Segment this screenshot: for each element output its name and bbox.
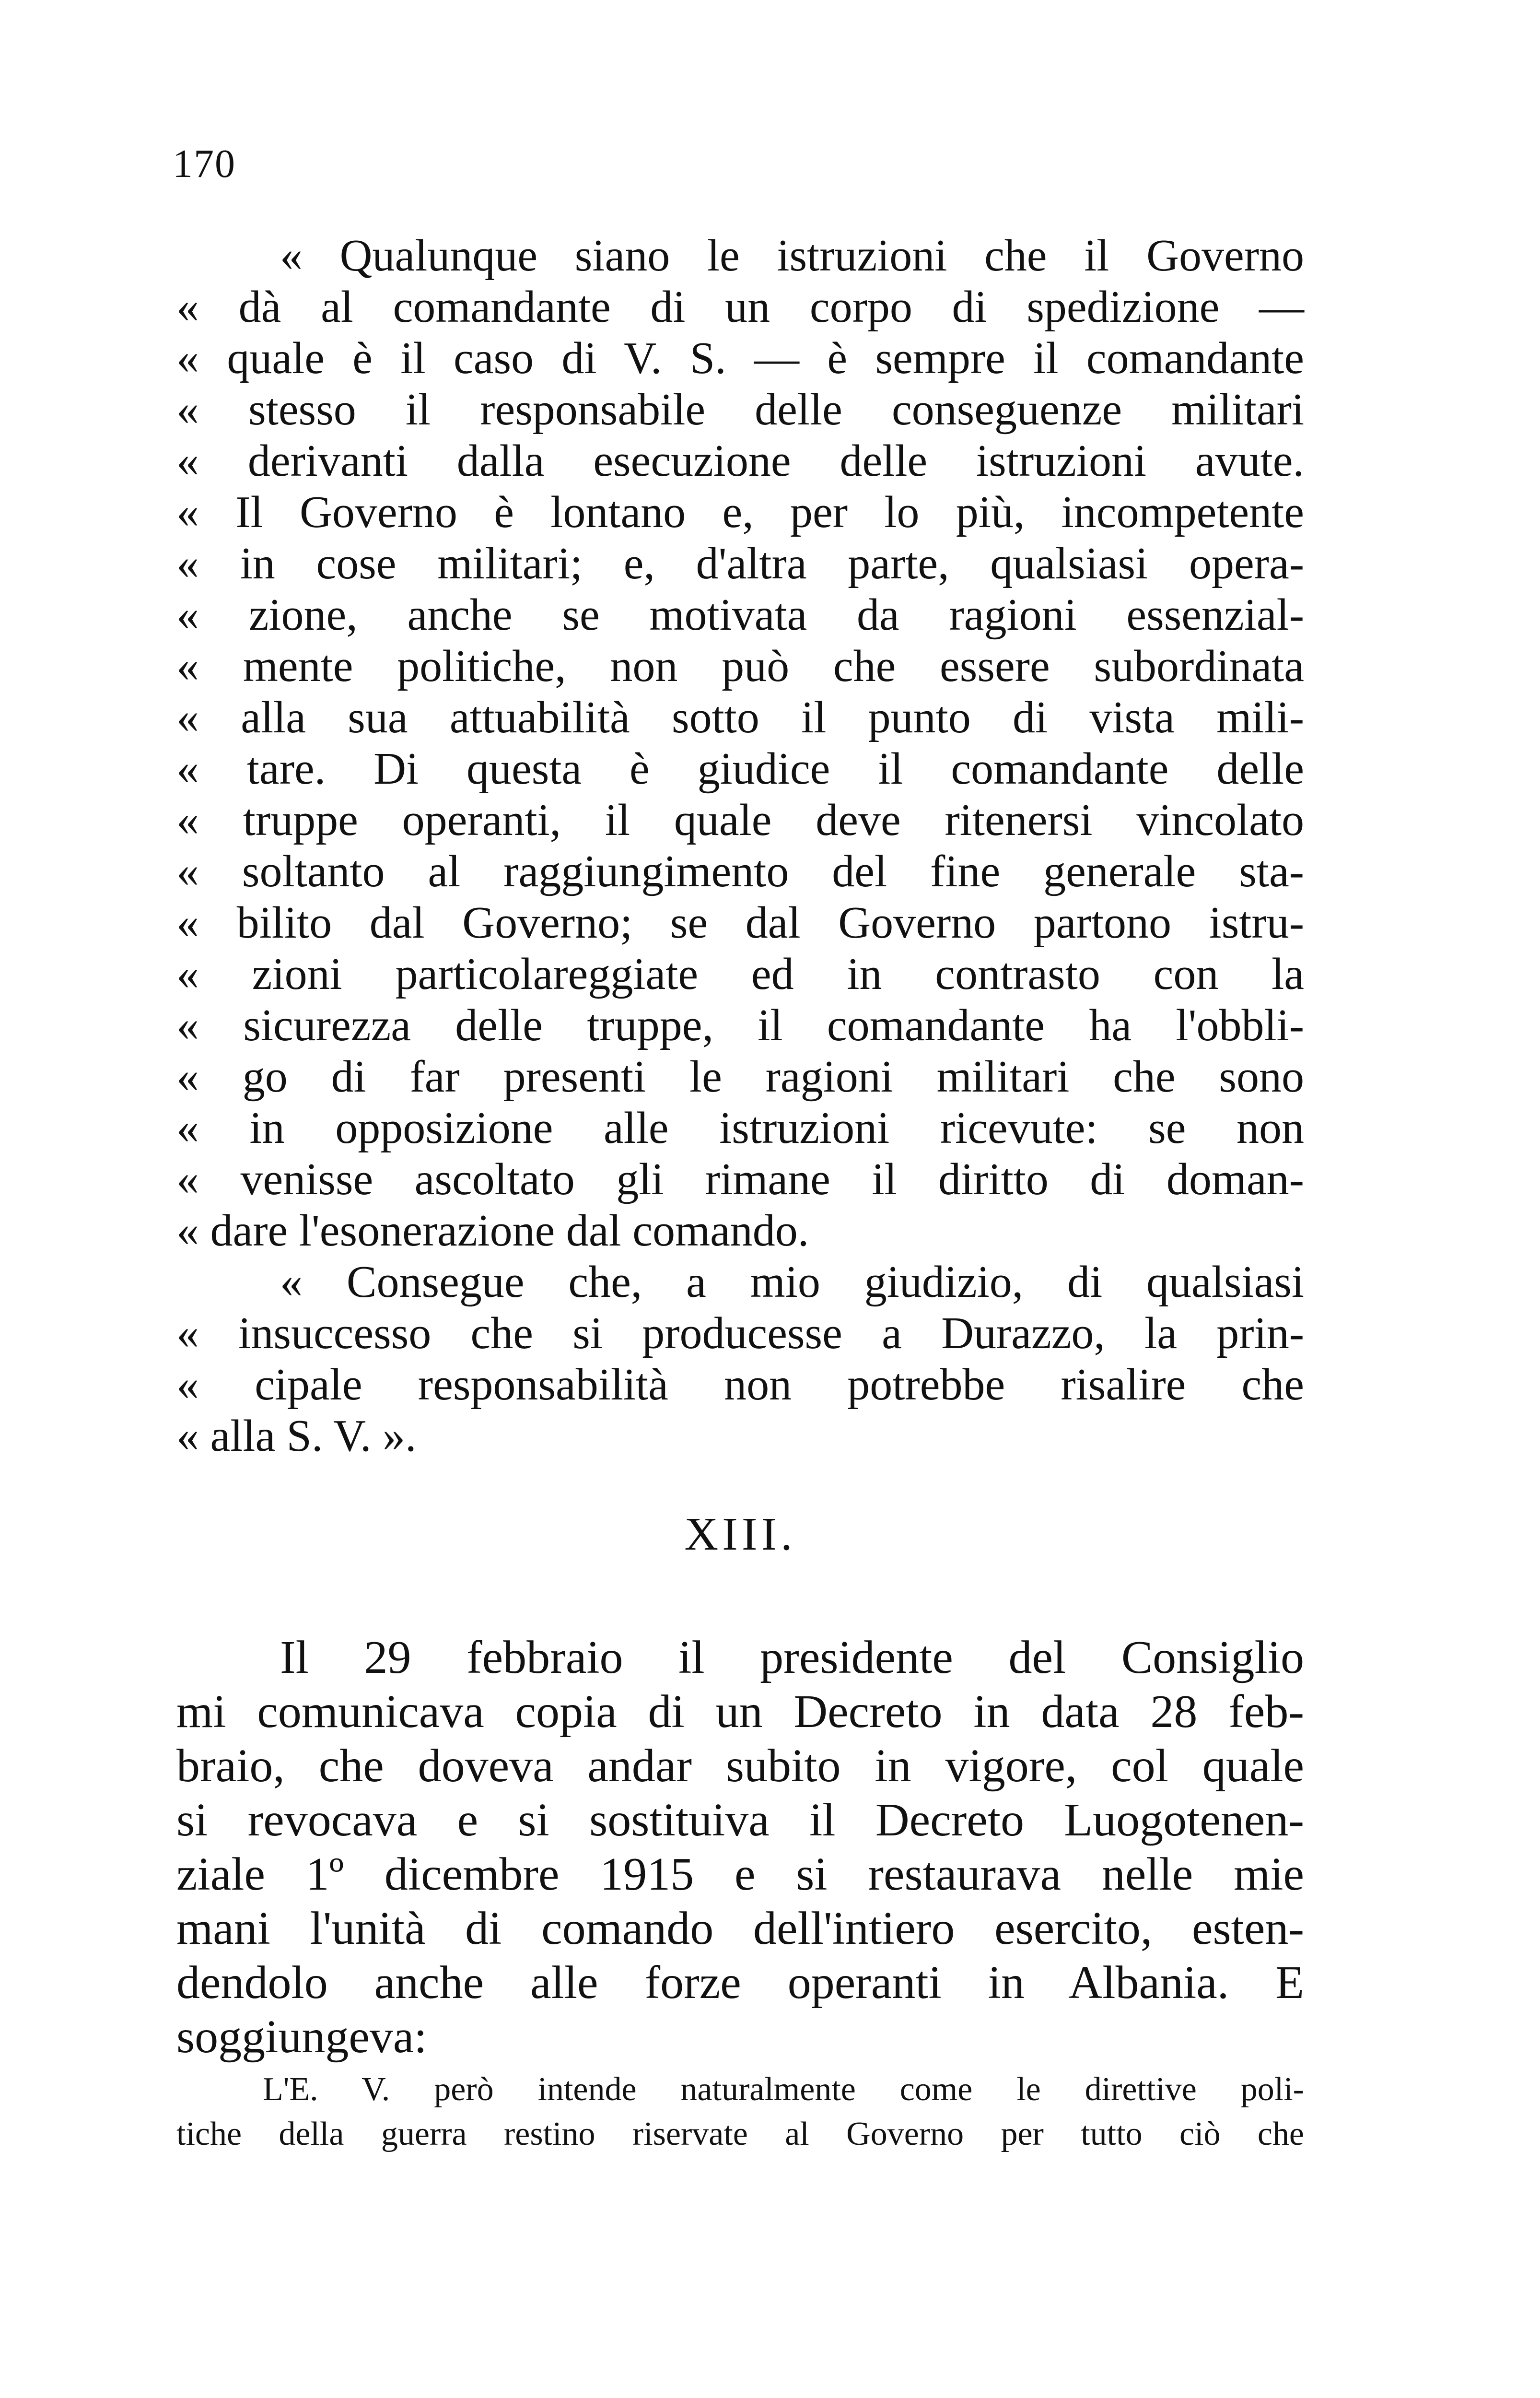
text-line: « sicurezza delle truppe, il comandante ha l'obbli- xyxy=(176,1000,1304,1050)
text-line: si revocava e si sostituiva il Decreto Luogotenen- xyxy=(176,1794,1304,1846)
quoted-decree-excerpt xyxy=(176,2067,1304,2156)
text-line: « dare l'esonerazione dal comando. xyxy=(176,1206,809,1256)
text-line: « in cose militari; e, d'altra parte, qualsiasi opera- xyxy=(176,539,1304,588)
text-line: Il 29 febbraio il presidente del Consiglio xyxy=(280,1632,1304,1683)
text-line: « soltanto al raggiungimento del fine generale sta- xyxy=(176,846,1304,896)
text-line: « truppe operanti, il quale deve ritenersi vincolato xyxy=(176,795,1304,845)
quoted-letter xyxy=(176,230,1304,1462)
text-line: « bilito dal Governo; se dal Governo partono istru- xyxy=(176,898,1304,948)
text-line: tiche della guerra restino riservate al Governo per tutto ciò che xyxy=(176,2116,1304,2152)
text-line: « stesso il responsabile delle conseguenze militari xyxy=(176,385,1304,435)
text-line: ziale 1º dicembre 1915 e si restaurava nelle mie xyxy=(176,1848,1304,1900)
text-line: « mente politiche, non può che essere subordinata xyxy=(176,641,1304,691)
narrative-paragraph xyxy=(176,1631,1304,2064)
text-line: braio, che doveva andar subito in vigore, col quale xyxy=(176,1740,1304,1792)
text-line: L'E. V. però intende naturalmente come le direttive poli- xyxy=(263,2071,1304,2108)
text-line: mani l'unità di comando dell'intiero esercito, esten- xyxy=(176,1903,1304,1954)
text-line: mi comunicava copia di un Decreto in data 28 feb- xyxy=(176,1686,1304,1738)
text-line: « tare. Di questa è giudice il comandante delle xyxy=(176,744,1304,794)
text-line: « zione, anche se motivata da ragioni essenzial- xyxy=(176,590,1304,640)
text-line: « zioni particolareggiate ed in contrasto con la xyxy=(176,949,1304,999)
text-line: « insuccesso che si producesse a Durazzo, la prin- xyxy=(176,1308,1304,1358)
text-line: « venisse ascoltato gli rimane il diritto di doman- xyxy=(176,1154,1304,1204)
text-line: « cipale responsabilità non potrebbe risalire che xyxy=(176,1360,1304,1410)
text-line: « dà al comandante di un corpo di spedizione — xyxy=(176,282,1304,332)
section-heading: XIII. xyxy=(684,1508,796,1560)
text-line: « Qualunque siano le istruzioni che il Governo xyxy=(280,231,1304,281)
text-line: dendolo anche alle forze operanti in Albania. E xyxy=(176,1957,1304,2009)
text-line: « Il Governo è lontano e, per lo più, incompetente xyxy=(176,487,1304,537)
text-line: « in opposizione alle istruzioni ricevute: se non xyxy=(176,1103,1304,1153)
text-line: « Consegue che, a mio giudizio, di qualsiasi xyxy=(280,1257,1304,1307)
text-line: « alla S. V. ». xyxy=(176,1411,417,1461)
text-line: « quale è il caso di V. S. — è sempre il comandante xyxy=(176,333,1304,383)
text-line: « go di far presenti le ragioni militari che sono xyxy=(176,1052,1304,1102)
page-number: 170 xyxy=(173,141,236,186)
text-line: « derivanti dalla esecuzione delle istruzioni avute. xyxy=(176,436,1304,486)
text-line: soggiungeva: xyxy=(176,2011,427,2063)
text-line: « alla sua attuabilità sotto il punto di vista mili- xyxy=(176,693,1304,742)
